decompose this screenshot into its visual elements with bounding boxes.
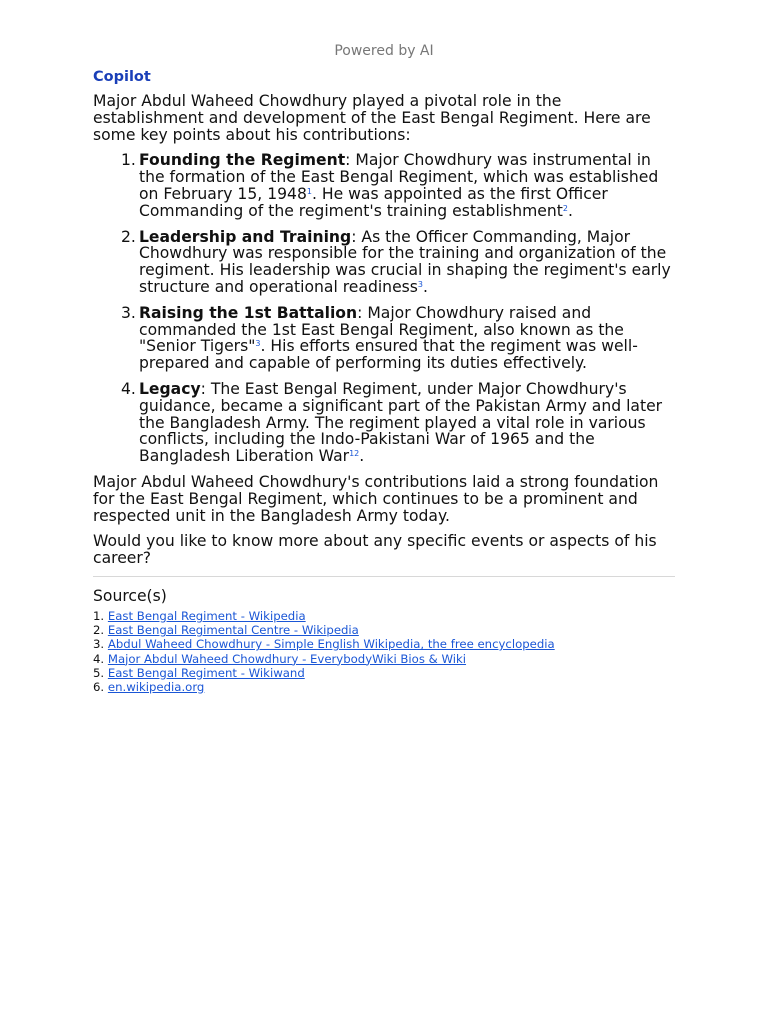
powered-by-label: Powered by AI (334, 43, 434, 59)
point-text: . (568, 201, 573, 220)
citation-marker[interactable]: 3 (255, 339, 261, 349)
source-link[interactable]: East Bengal Regimental Centre - Wikipedia (107, 623, 359, 638)
source-item (93, 666, 675, 680)
citation-marker[interactable]: 2 (562, 203, 568, 213)
source-link[interactable]: en.wikipedia.org (107, 679, 205, 694)
list-item-number: 2. (121, 227, 136, 246)
point-title: Leadership and Training (139, 227, 352, 246)
point-title: Legacy (139, 379, 201, 398)
sources-heading: Source(s) (93, 586, 167, 605)
list-item-battalion (93, 305, 675, 372)
citation-marker[interactable]: 1 (349, 449, 355, 459)
point-text: : Major Chowdhury was instrumental in the formation of the East Bengal Regiment, which was established on February 15, 1948 (139, 151, 659, 203)
contribution-points-list (93, 152, 675, 465)
point-text: . He was appointed as the first Officer Commanding of the regiment's training establishment (139, 184, 608, 220)
source-number: 1. (93, 608, 105, 623)
list-item-number: 3. (121, 303, 136, 322)
source-item (93, 637, 675, 651)
point-text: : As the Officer Commanding, Major Chowdhury was responsible for the training and organization of the regiment. His leadership was crucial in shaping the regiment's early structure and operational readiness (139, 227, 671, 296)
section-divider (93, 576, 675, 577)
point-text: : The East Bengal Regiment, under Major Chowdhury's guidance, became a significant part of the Pakistan Army and later the Bangladesh Army. The regiment played a vital role in various conflicts, including the Indo-Pakistani War of 1965 and the Bangladesh Liberation War (139, 379, 663, 466)
point-text: . His efforts ensured that the regiment was well-prepared and capable of performing its duties effectively. (139, 337, 638, 373)
answer-intro: Major Abdul Waheed Chowdhury played a pivotal role in the establishment and development of the East Bengal Regiment. Here are some key points about his contributions: (93, 92, 651, 144)
sources-list (93, 609, 675, 694)
point-text: : Major Chowdhury raised and commanded the 1st East Bengal Regiment, also known as the "Senior Tigers" (139, 303, 624, 356)
source-item (93, 609, 675, 623)
answer-followup-question: Would you like to know more about any specific events or aspects of his career? (93, 532, 657, 568)
source-number: 3. (93, 637, 105, 652)
copilot-brand-title: Copilot (93, 69, 151, 85)
citation-marker[interactable]: 1 (306, 186, 312, 196)
source-number: 5. (93, 665, 105, 680)
source-link[interactable]: Abdul Waheed Chowdhury - Simple English Wikipedia, the free encyclopedia (107, 637, 555, 652)
point-text: . (423, 277, 428, 296)
point-text: . (359, 447, 365, 466)
list-item-leadership (93, 229, 675, 296)
source-number: 2. (93, 623, 105, 638)
citation-marker[interactable]: 3 (417, 279, 423, 289)
source-item (93, 652, 675, 666)
source-link[interactable]: East Bengal Regiment - Wikipedia (107, 608, 306, 623)
source-link[interactable]: East Bengal Regiment - Wikiwand (107, 665, 305, 680)
source-number: 6. (93, 679, 105, 694)
copilot-answer-page (93, 42, 675, 694)
list-item-number: 1. (121, 151, 136, 170)
point-title: Raising the 1st Battalion (139, 303, 358, 322)
point-title: Founding the Regiment (139, 151, 346, 170)
answer-conclusion: Major Abdul Waheed Chowdhury's contributions laid a strong foundation for the East Bengal Regiment, which continues to be a prominent and respected unit in the Bangladesh Army today. (93, 472, 659, 525)
source-number: 4. (93, 651, 105, 666)
list-item-legacy (93, 381, 675, 465)
list-item-number: 4. (121, 379, 136, 398)
source-link[interactable]: Major Abdul Waheed Chowdhury - EverybodyWiki Bios & Wiki (107, 651, 467, 666)
list-item-founding (93, 152, 675, 219)
source-item (93, 623, 675, 637)
source-item (93, 680, 675, 694)
citation-marker[interactable]: 2 (354, 449, 360, 459)
